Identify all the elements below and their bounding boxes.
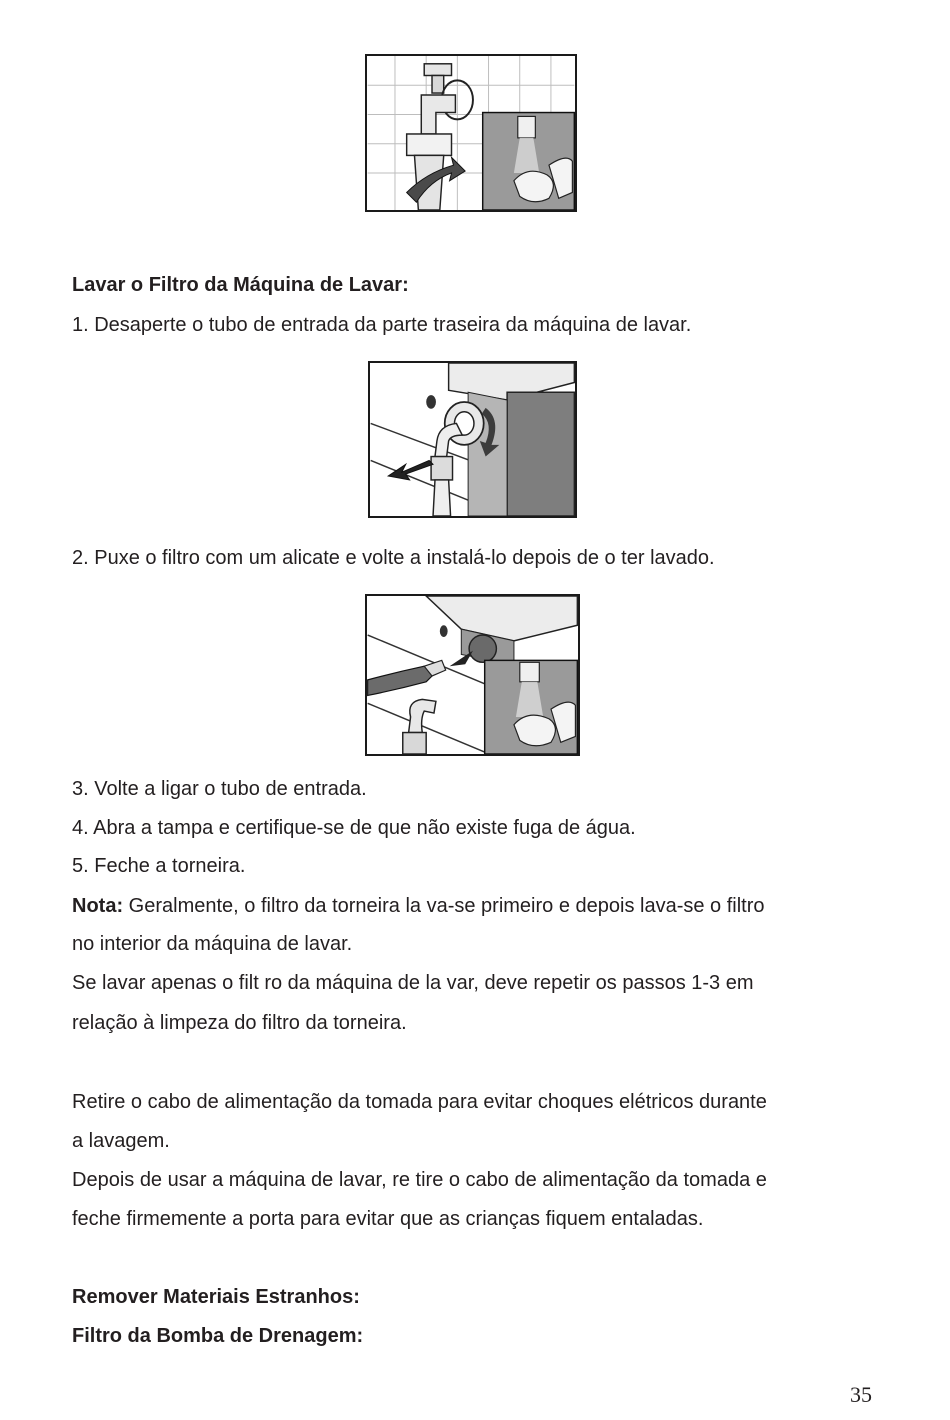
step-1-text: 1. Desaperte o tubo de entrada da parte traseira da máquina de lavar. <box>72 314 692 336</box>
unscrew-inlet-hose-illustration <box>368 361 577 518</box>
note-paragraph-line-2: no interior da máquina de lavar. <box>72 933 353 955</box>
pull-filter-with-pliers-illustration <box>365 594 580 756</box>
note-label: Nota: <box>72 895 124 917</box>
section-heading-foreign-materials: Remover Materiais Estranhos: <box>72 1286 360 1308</box>
warning-paragraph-line-1: Retire o cabo de alimentação da tomada para evitar choques elétricos durante <box>72 1091 767 1113</box>
note-text: Geralmente, o filtro da torneira la va-se primeiro e depois lava-se o filtro <box>123 895 765 917</box>
warning-paragraph-line-2: a lavagem. <box>72 1130 170 1152</box>
warning-paragraph-line-3: Depois de usar a máquina de lavar, re tire o cabo de alimentação da tomada e <box>72 1169 767 1191</box>
step-4-text: 4. Abra a tampa e certifique-se de que não existe fuga de água. <box>72 817 636 839</box>
page-number: 35 <box>850 1382 872 1407</box>
step-3-text: 3. Volte a ligar o tubo de entrada. <box>72 778 367 800</box>
note-paragraph-line-1 <box>72 894 765 918</box>
step-2-text: 2. Puxe o filtro com um alicate e volte a instalá-lo depois de o ter lavado. <box>72 547 715 569</box>
note-paragraph-line-4: relação à limpeza do filtro da torneira. <box>72 1012 407 1034</box>
section-heading: Lavar o Filtro da Máquina de Lavar: <box>72 274 409 296</box>
step-5-text: 5. Feche a torneira. <box>72 855 246 877</box>
tap-filter-illustration <box>365 54 577 212</box>
warning-paragraph-line-4: feche firmemente a porta para evitar que as crianças fiquem entaladas. <box>72 1208 704 1230</box>
section-heading-drain-pump-filter: Filtro da Bomba de Drenagem: <box>72 1325 364 1347</box>
note-paragraph-line-3: Se lavar apenas o filt ro da máquina de la var, deve repetir os passos 1-3 em <box>72 972 754 994</box>
